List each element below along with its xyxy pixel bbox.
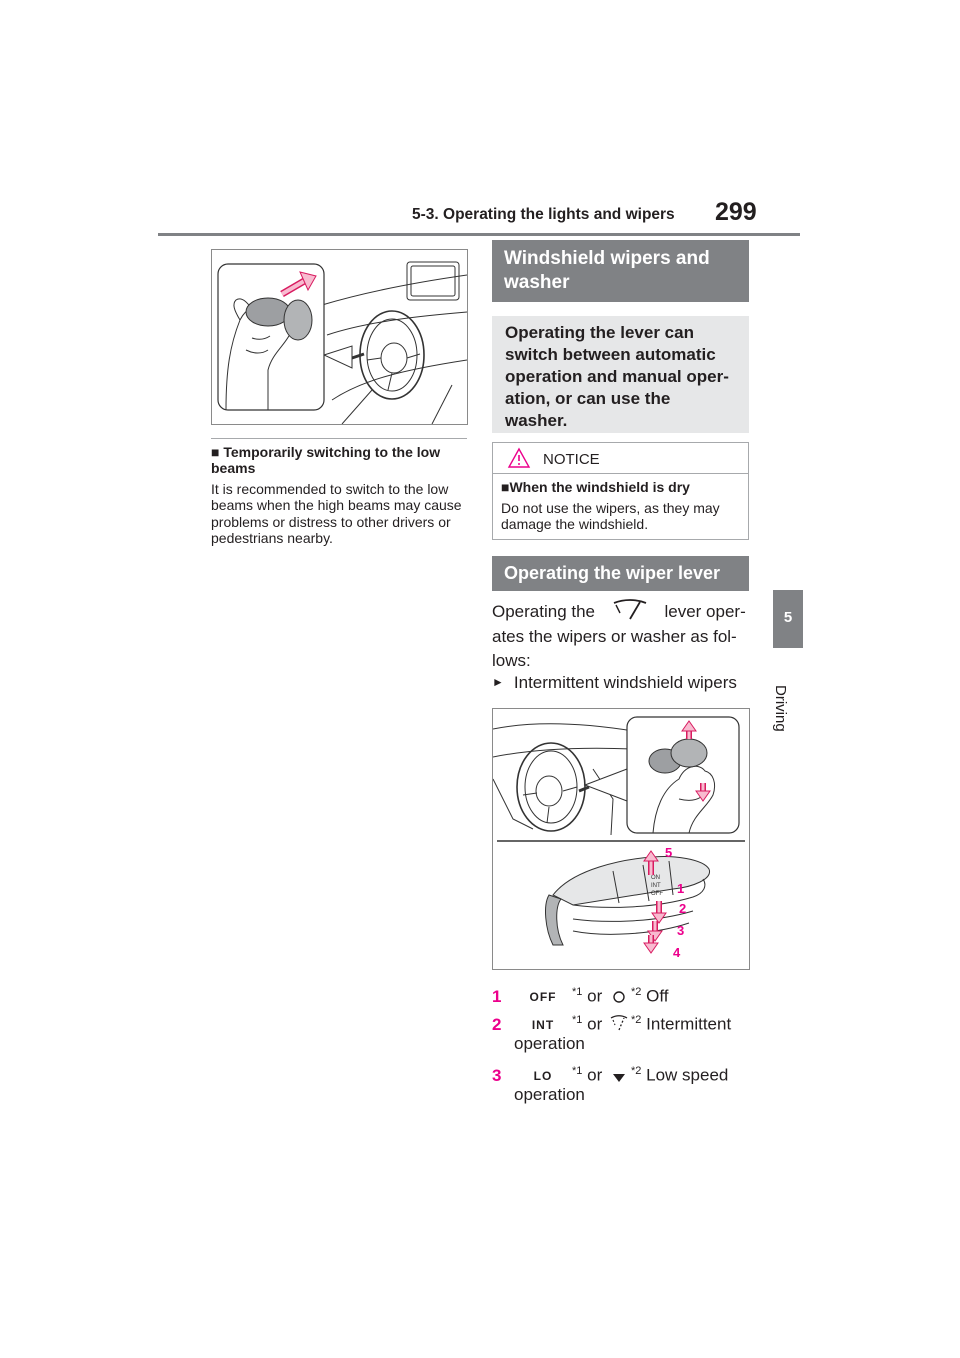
intermittent-bullet: [492, 673, 737, 693]
running-header-section: 5-3. Operating the lights and wipers: [412, 206, 675, 223]
notice-header: [493, 443, 748, 474]
wiper-symbol-icon: [610, 597, 650, 623]
list-item-text-cont: operation: [514, 1034, 585, 1053]
footnote-1: *1: [572, 986, 583, 998]
or-text: or: [587, 986, 603, 1006]
footnote-2: *2: [631, 986, 642, 998]
list-item-number: 2: [492, 1014, 502, 1034]
footnote-2: *2: [631, 1014, 642, 1026]
lo-switch-label: LO: [533, 1068, 553, 1083]
paragraph-after: lever oper-ates the wipers or washer as fol-lows:: [492, 602, 746, 670]
wipers-section-title: Windshield wipers and washer: [492, 240, 749, 302]
footnote-1: *1: [572, 1065, 583, 1077]
section-divider: [211, 438, 467, 439]
list-item-text: Off: [646, 986, 669, 1006]
notice-box: [492, 442, 749, 540]
wiper-lever-illustration: [492, 708, 750, 970]
chapter-tab-number: 5: [783, 609, 793, 626]
footnote-1: *1: [572, 1014, 583, 1026]
callout-4: 4: [673, 945, 681, 960]
callout-1: 1: [677, 881, 685, 896]
list-item-text: Intermittent: [646, 1014, 732, 1034]
notice-body: Do not use the wipers, as they may damage the windshield.: [501, 500, 720, 532]
bullet-text: Intermittent windshield wipers: [513, 673, 737, 692]
or-text: or: [587, 1065, 603, 1085]
off-switch-label: OFF: [529, 989, 557, 1004]
int-switch-label: INT: [531, 1017, 555, 1032]
low-beams-heading-text: Temporarily switching to the low beams: [211, 444, 441, 476]
chapter-tab-label: Driving: [772, 685, 789, 732]
list-item-text: Low speed: [646, 1065, 729, 1085]
header-rule: [158, 233, 800, 236]
low-beams-heading: [211, 444, 467, 476]
lever-ring-label-off: OFF: [651, 891, 663, 897]
page-number: 299: [715, 198, 757, 226]
list-item-text-cont: operation: [514, 1085, 585, 1104]
wipers-intro-box: Operating the lever can switch between automatic operation and manual oper-ation, or can use the washer.: [492, 316, 749, 433]
list-item-number: 1: [492, 986, 502, 1006]
heading-marker: ■: [501, 479, 510, 495]
wiper-lever-paragraph: [492, 600, 754, 674]
or-text: or: [587, 1014, 603, 1034]
notice-title: NOTICE: [543, 451, 600, 468]
list-item-continuation: [492, 1083, 585, 1107]
callout-2: 2: [679, 901, 687, 916]
lever-ring-label-on: ON: [651, 875, 660, 881]
list-item: [492, 980, 669, 1011]
down-triangle-icon: [607, 1066, 631, 1090]
warning-triangle-icon: [507, 447, 531, 469]
intermittent-wiper-icon: [607, 1014, 631, 1039]
callout-5: 5: [665, 845, 673, 860]
list-item-continuation: [492, 1032, 585, 1056]
notice-heading-text: When the windshield is dry: [509, 479, 690, 495]
bullet-marker: ►: [492, 675, 504, 689]
lever-ring-label-int: INT: [651, 883, 661, 889]
chapter-tab: [773, 590, 803, 648]
callout-3: 3: [677, 923, 685, 938]
heading-marker: ■: [211, 444, 220, 460]
list-item-number: 3: [492, 1065, 502, 1085]
paragraph-before: Operating the: [492, 602, 596, 621]
headlight-lever-illustration: [211, 249, 468, 425]
wiper-lever-title: Operating the wiper lever: [492, 556, 749, 591]
footnote-2: *2: [631, 1065, 642, 1077]
low-beams-body: It is recommended to switch to the low beams when the high beams may cause problems or distress to other drivers or pedestrians nearby.: [211, 481, 462, 546]
notice-heading: [501, 479, 690, 495]
